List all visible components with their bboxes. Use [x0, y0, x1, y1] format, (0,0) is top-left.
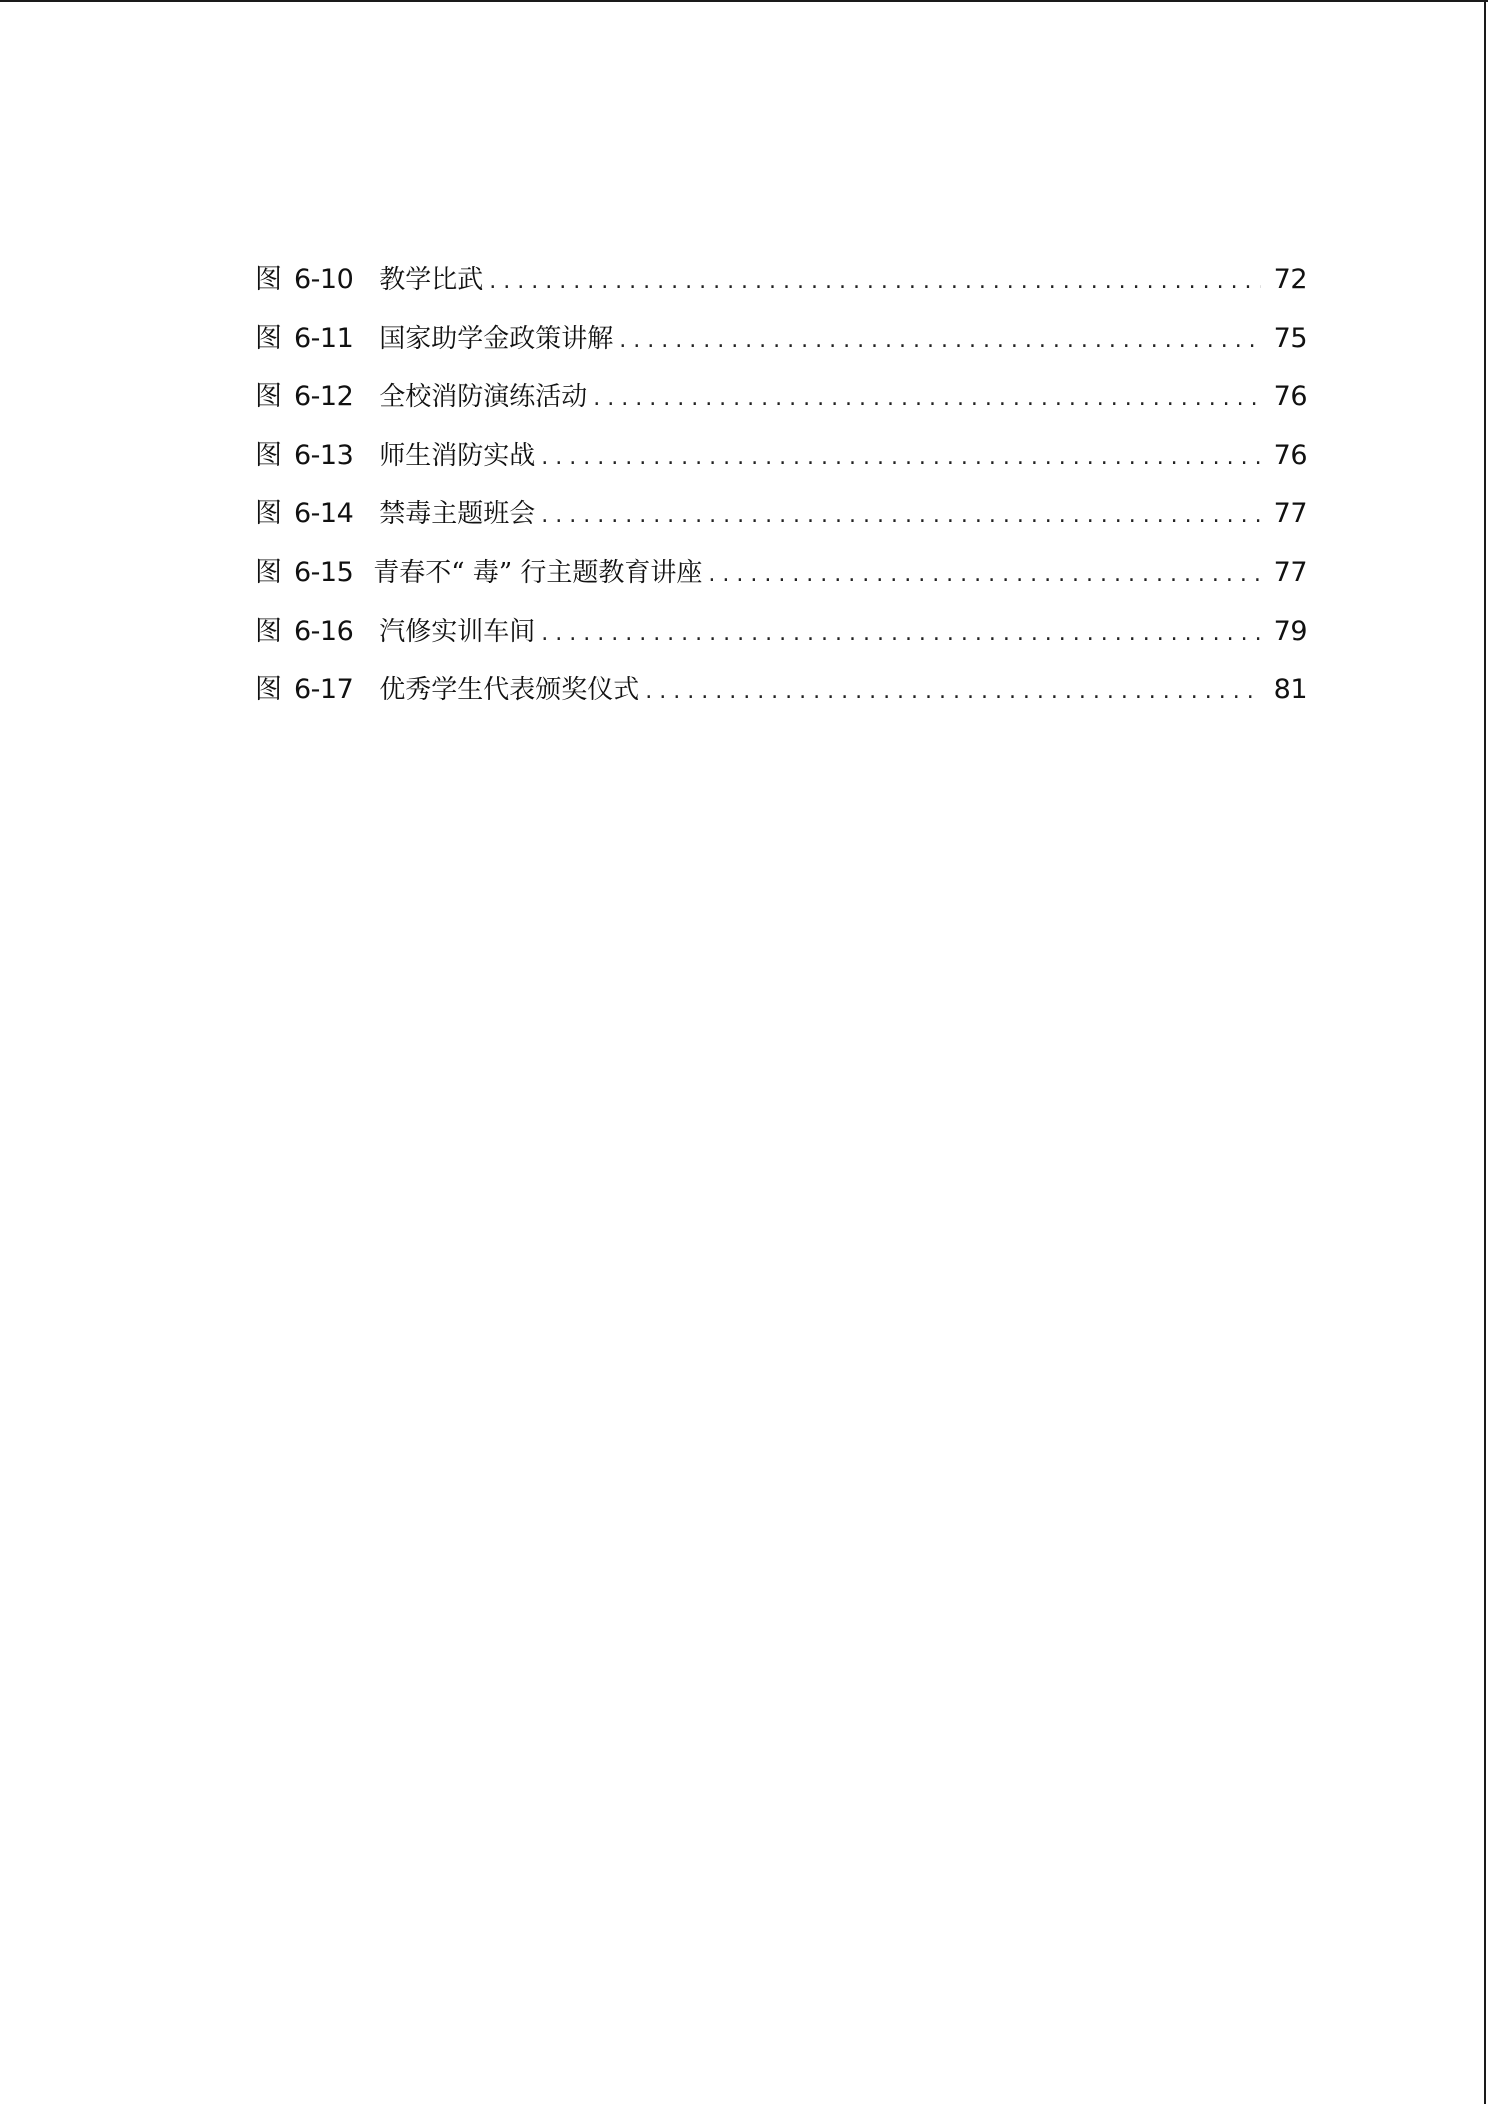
dot-leader — [708, 551, 1261, 599]
entry-prefix: 图 — [255, 381, 282, 413]
dot-leader — [593, 375, 1261, 423]
entry-prefix: 图 — [255, 498, 282, 530]
toc-entry[interactable] — [255, 490, 1307, 549]
entry-page-number: 72 — [1273, 264, 1307, 295]
entry-caption: 汽修实训车间 — [379, 616, 536, 647]
entry-page-number: 79 — [1273, 615, 1307, 647]
dot-leader — [619, 317, 1261, 365]
entry-caption: 全校消防演练活动 — [379, 382, 588, 413]
dot-leader — [541, 492, 1261, 540]
entry-number: 6-10 — [294, 264, 354, 295]
entry-number: 6-13 — [294, 439, 354, 471]
toc-entry[interactable] — [255, 432, 1307, 491]
entry-prefix: 图 — [255, 556, 282, 588]
entry-prefix: 图 — [255, 674, 282, 706]
toc-entry[interactable] — [255, 256, 1307, 315]
dot-leader — [541, 610, 1261, 658]
dot-leader — [645, 668, 1261, 716]
page-right-border — [1484, 0, 1486, 2104]
entry-caption: 国家助学金政策讲解 — [379, 323, 614, 354]
entry-number: 6-16 — [294, 615, 354, 647]
entry-page-number: 76 — [1273, 381, 1307, 413]
toc-entry[interactable] — [255, 315, 1307, 374]
entry-number: 6-12 — [294, 381, 354, 413]
entry-prefix: 图 — [255, 264, 282, 295]
toc-entry[interactable] — [255, 373, 1307, 432]
page-top-border — [0, 0, 1488, 2]
entry-prefix: 图 — [255, 615, 282, 647]
entry-caption: 教学比武 — [379, 265, 484, 295]
entry-page-number: 77 — [1273, 556, 1307, 588]
entry-page-number: 75 — [1273, 322, 1307, 354]
toc-entry[interactable] — [255, 549, 1307, 608]
entry-caption: 青春不“ 毒” 行主题教育讲座 — [373, 557, 703, 588]
entry-page-number: 77 — [1273, 498, 1307, 530]
entry-caption: 优秀学生代表颁奖仪式 — [379, 675, 640, 706]
entry-page-number: 76 — [1273, 439, 1307, 471]
entry-caption: 师生消防实战 — [379, 440, 536, 471]
dot-leader — [541, 434, 1261, 482]
toc-entry[interactable] — [255, 608, 1307, 667]
toc-entry[interactable] — [255, 666, 1307, 725]
entry-number: 6-17 — [294, 674, 354, 706]
entry-prefix: 图 — [255, 439, 282, 471]
entry-caption: 禁毒主题班会 — [379, 499, 536, 530]
entry-number: 6-14 — [294, 498, 354, 530]
list-of-figures — [255, 256, 1307, 725]
entry-number: 6-11 — [294, 322, 354, 354]
entry-number: 6-15 — [294, 556, 354, 588]
dot-leader — [489, 258, 1261, 306]
entry-prefix: 图 — [255, 322, 282, 354]
entry-page-number: 81 — [1273, 674, 1307, 706]
